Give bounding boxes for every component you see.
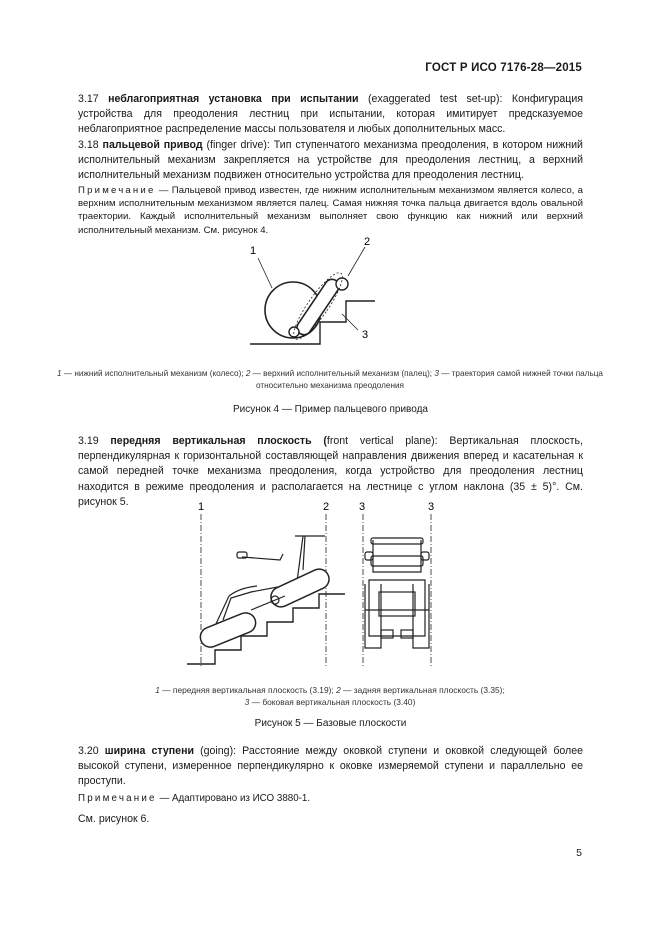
note-label: Примечание xyxy=(78,185,156,196)
callout-1: 1 xyxy=(198,501,205,513)
page-number: 5 xyxy=(576,847,582,859)
paragraph-3-19 xyxy=(78,434,583,510)
term-definition: front vertical plane): Вертикальная плоскость, перпендикулярная к горизонтальной составляющей направления движения вперед и касательная к самой передней точке механизма преодоления, когда устройство для преодоления лестниц находится в режиме преодоления и располагается на лестнице с углом наклона (35 ± 5)°. См. рисунок 5. xyxy=(78,435,583,508)
paragraph-3-20 xyxy=(78,744,583,790)
figure-5-legend: 1 — передняя вертикальная плоскость (3.19); 2 — задняя вертикальная плоскость (3.35); 3 — боковая вертикальная плоскость (3.40) xyxy=(155,685,505,708)
callout-2: 2 xyxy=(364,236,371,248)
term-number: 3.17 xyxy=(78,93,99,105)
note-label: Примечание xyxy=(78,793,157,804)
term-title: передняя вертикальная плоскость ( xyxy=(110,435,327,447)
figure-4-caption: Рисунок 4 — Пример пальцевого привода xyxy=(233,404,428,415)
term-number: 3.20 xyxy=(78,745,99,757)
term-number: 3.19 xyxy=(78,435,99,447)
callout-3: 3 xyxy=(362,329,369,341)
callout-3-right: 3 xyxy=(428,501,435,513)
callout-2: 2 xyxy=(323,501,330,513)
note-text: — Адаптировано из ИСО 3880-1. xyxy=(156,793,311,804)
see-figure-6: См. рисунок 6. xyxy=(78,813,150,825)
note-going xyxy=(78,792,583,805)
term-title: пальцевой привод xyxy=(102,139,203,151)
figure-5-caption: Рисунок 5 — Базовые плоскости xyxy=(254,718,407,729)
document-id: ГОСТ Р ИСО 7176-28—2015 xyxy=(425,62,582,74)
term-definition: (finger drive): Тип ступенчатого механизма преодоления, в котором нижний исполнительный механизм закрепляется на устройстве для преодоления лестниц, а верхний исполнительный механизм подвижен относительно устройства для преодоления лестниц. xyxy=(78,139,583,182)
paragraph-3-17 xyxy=(78,92,583,138)
term-definition: (going): Расстояние между оковкой ступени и оковкой следующей более высокой ступени, измеренное перпендикулярно к оковке измеряемой ступени и параллельно ее проступи. xyxy=(78,745,584,788)
term-title: неблагоприятная установка при испытании xyxy=(108,93,359,105)
note-text: — Пальцевой привод известен, где нижним исполнительным механизмом является колесо, а верхним исполнительным механизмом является палец. Самая нижняя точка пальца двигается вдоль овальной траектории. Каждый исполнительный механизм выполняет свою функцию как нижний или верхний исполнительный механизм. См. рисунок 4. xyxy=(78,185,583,236)
callout-3-left: 3 xyxy=(359,501,366,513)
callout-1: 1 xyxy=(250,245,257,257)
note-finger-drive xyxy=(78,184,583,237)
figure-4-legend: 1 — нижний исполнительный механизм (колесо); 2 — верхний исполнительный механизм (палец); 3 — траектория самой нижней точки пальца относительно механизма преодоления xyxy=(57,369,603,391)
paragraph-3-18 xyxy=(78,138,583,184)
figure-4-drawing xyxy=(230,232,390,352)
figure-5-drawing xyxy=(185,500,465,672)
term-number: 3.18 xyxy=(78,139,99,151)
term-title: ширина ступени xyxy=(104,745,194,757)
term-definition: (exaggerated test set-up): Конфигурация устройства для преодоления лестниц при испытании, которая имитирует предсказуемое неблагоприятное распределение массы пользователя и любых дополнительных масс. xyxy=(78,93,583,136)
